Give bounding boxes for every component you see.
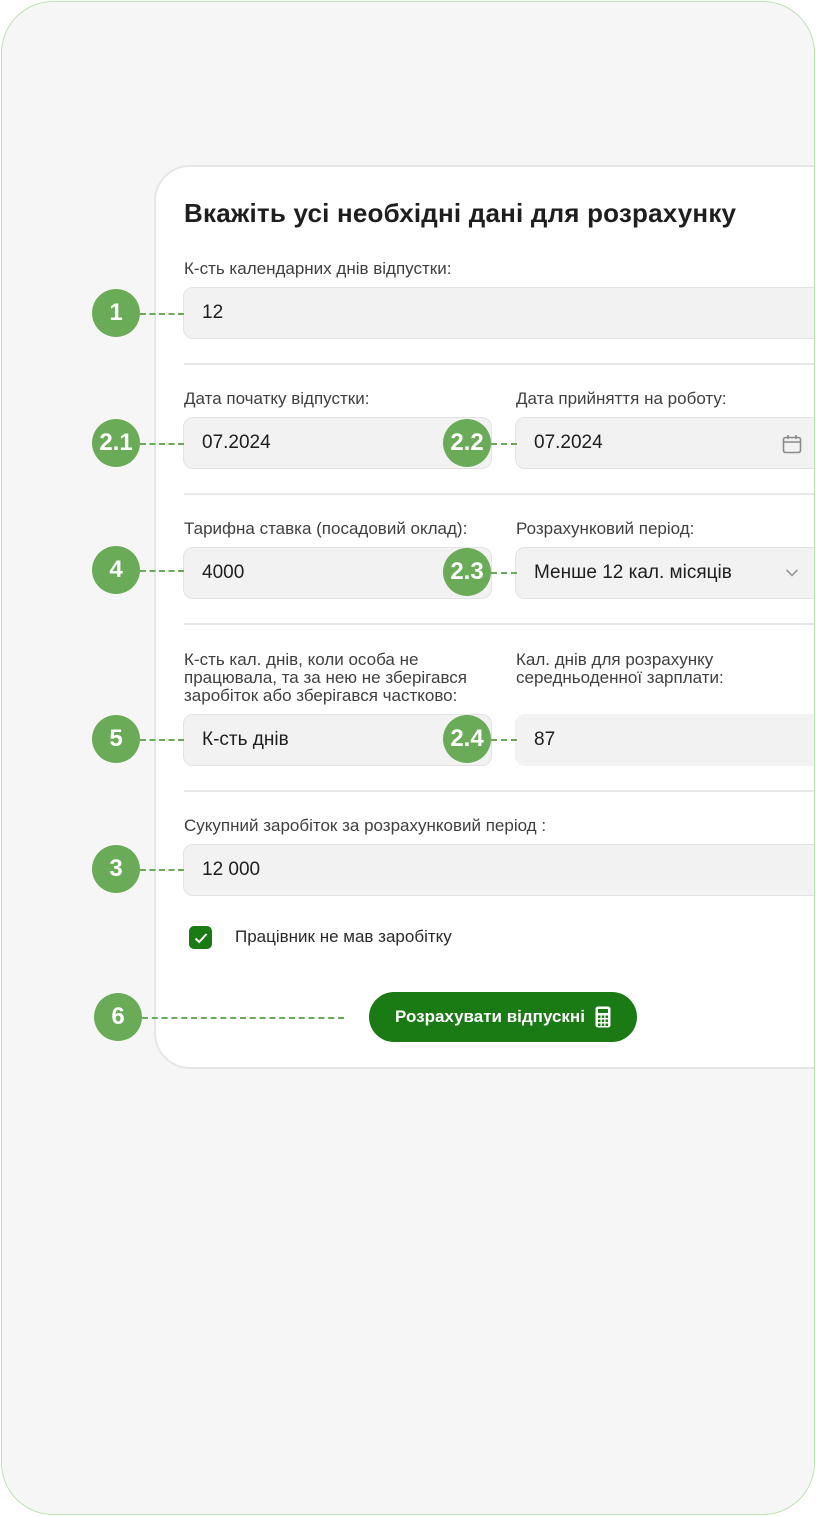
check-icon <box>194 932 208 944</box>
annotation-marker-2-1: 2.1 <box>92 419 140 467</box>
avg-days-label-line: середньоденної зарплати: <box>516 668 724 687</box>
unpaid-days-placeholder: К-сть днів <box>202 729 289 750</box>
total-earnings-label: Сукупний заробіток за розрахунковий період : <box>184 816 547 835</box>
form-title: Вкажіть усі необхідні дані для розрахунку <box>184 198 737 228</box>
connector-line <box>491 739 517 741</box>
connector-line <box>142 1017 344 1019</box>
annotation-marker-3: 3 <box>92 845 140 893</box>
calculate-button-label: Розрахувати відпускні <box>395 1007 585 1026</box>
annotation-marker-6: 6 <box>94 993 142 1041</box>
avg-days-readonly-field <box>515 714 815 766</box>
annotation-marker-2-4: 2.4 <box>443 715 491 763</box>
start-date-label: Дата початку відпустки: <box>184 389 370 408</box>
avg-days-label-line: Кал. днів для розрахунку <box>516 650 714 669</box>
unpaid-days-label-line: працювала, та за нею не зберігався <box>184 668 468 687</box>
divider <box>184 623 815 625</box>
unpaid-days-label-line: К-сть кал. днів, коли особа не <box>184 650 419 669</box>
divider <box>184 493 815 495</box>
hire-date-label: Дата прийняття на роботу: <box>516 389 727 408</box>
avg-days-value: 87 <box>534 729 556 750</box>
unpaid-days-label <box>184 651 467 705</box>
calculate-button[interactable] <box>369 992 637 1042</box>
connector-line <box>140 443 184 445</box>
chevron-down-icon[interactable] <box>785 568 799 578</box>
period-select[interactable] <box>515 547 815 599</box>
connector-line <box>491 572 517 574</box>
unpaid-days-label-line: заробіток або зберігався частково: <box>184 686 458 705</box>
connector-line <box>140 570 184 572</box>
connector-line <box>140 313 184 315</box>
connector-line <box>140 869 184 871</box>
calculator-icon <box>595 1006 611 1028</box>
avg-days-label <box>516 651 724 687</box>
annotation-marker-4: 4 <box>92 546 140 594</box>
calendar-icon[interactable] <box>782 434 802 454</box>
annotation-marker-1: 1 <box>92 289 140 337</box>
period-label: Розрахунковий період: <box>516 519 695 538</box>
hire-date-value: 07.2024 <box>534 432 603 453</box>
vacation-days-label: К-сть календарних днів відпустки: <box>184 259 452 278</box>
divider <box>184 790 815 792</box>
rate-value: 4000 <box>202 562 245 583</box>
vacation-days-input[interactable] <box>183 287 815 339</box>
hire-date-input[interactable] <box>515 417 815 469</box>
annotation-marker-5: 5 <box>92 715 140 763</box>
total-earnings-input[interactable] <box>183 844 815 896</box>
vacation-days-value: 12 <box>202 302 224 323</box>
rate-label: Тарифна ставка (посадовий оклад): <box>184 519 468 538</box>
period-value: Менше 12 кал. місяців <box>534 562 732 583</box>
no-earnings-label: Працівник не мав заробітку <box>235 927 452 946</box>
no-earnings-checkbox[interactable] <box>189 926 212 949</box>
connector-line <box>491 443 517 445</box>
connector-line <box>140 739 184 741</box>
annotation-marker-2-2: 2.2 <box>443 419 491 467</box>
app-frame <box>1 1 815 1515</box>
start-date-value: 07.2024 <box>202 432 271 453</box>
total-earnings-value: 12 000 <box>202 859 261 880</box>
divider <box>184 363 815 365</box>
annotation-marker-2-3: 2.3 <box>443 548 491 596</box>
